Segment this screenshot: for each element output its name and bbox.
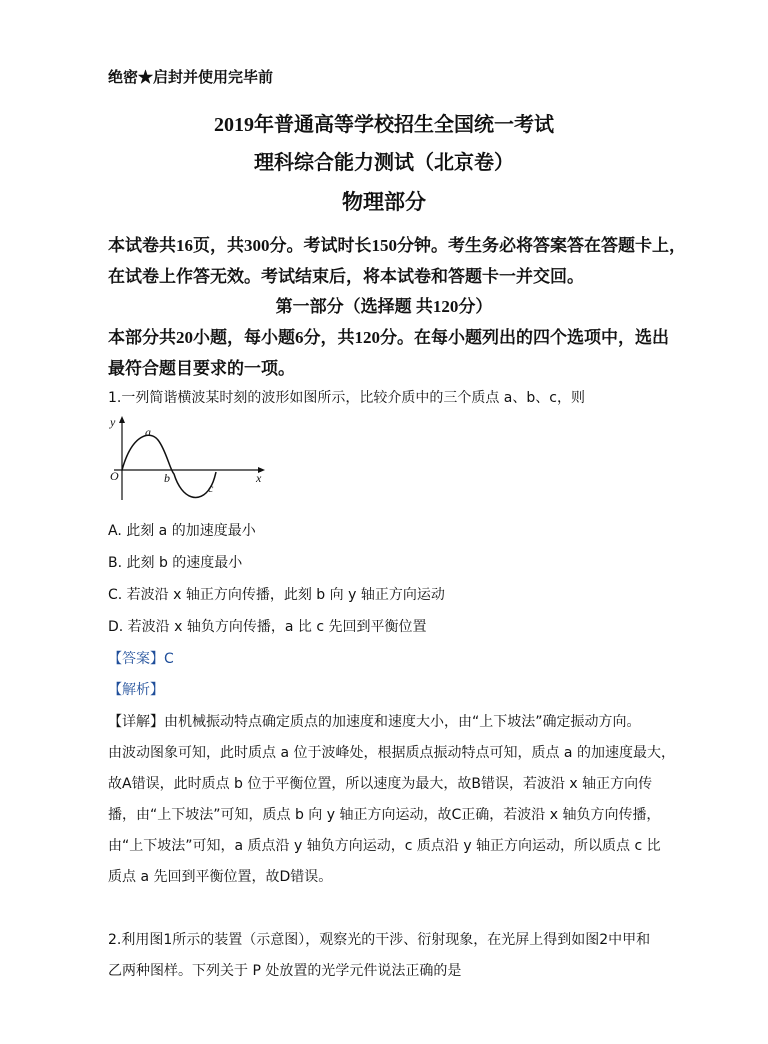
option-b: B. 此刻 b 的速度最小 (108, 555, 243, 571)
option-d: D. 若波沿 x 轴负方向传播，a 比 c 先回到平衡位置 (108, 619, 427, 635)
confidential-notice: 绝密★启封并使用完毕前 (108, 70, 274, 86)
wave-figure (108, 414, 268, 504)
intro-line-4: 最符合题目要求的一项。 (108, 359, 295, 378)
intro-line-1: 本试卷共16页，共300分。考试时长150分钟。考生务必将答案答在答题卡上， (108, 236, 686, 255)
y-axis-label: y (110, 415, 116, 429)
question-2-line-1: 2.利用图1所示的装置（示意图），观察光的干涉、衍射现象，在光屏上得到如图2中甲和 (108, 932, 651, 948)
detail-line-3: 故A错误，此时质点 b 位于平衡位置，所以速度为最大，故B错误，若波沿 x 轴正方向传 (108, 776, 653, 792)
intro-line-2: 在试卷上作答无效。考试结束后，将本试卷和答题卡一并交回。 (108, 267, 584, 286)
exam-title: 2019年普通高等学校招生全国统一考试 (214, 114, 554, 136)
option-a: A. 此刻 a 的加速度最小 (108, 523, 256, 539)
exam-subtitle: 理科综合能力测试（北京卷） (254, 152, 514, 174)
section-title: 物理部分 (342, 190, 426, 214)
analysis-tag: 【解析】 (108, 682, 164, 698)
intro-line-3: 本部分共20小题，每小题6分，共120分。在每小题列出的四个选项中，选出 (108, 328, 669, 347)
y-axis-arrow (119, 416, 125, 423)
part-one-heading: 第一部分（选择题 共120分） (275, 297, 493, 316)
point-c-label: c (208, 481, 214, 495)
answer-tag: 【答案】C (108, 651, 174, 667)
question-2-line-2: 乙两种图样。下列关于 P 处放置的光学元件说法正确的是 (108, 963, 462, 979)
point-a-label: a (145, 425, 151, 439)
detail-line-4: 播，由“上下坡法”可知，质点 b 向 y 轴正方向运动，故C正确，若波沿 x 轴负方向传播， (108, 807, 661, 823)
detail-line-6: 质点 a 先回到平衡位置，故D错误。 (108, 869, 333, 885)
wave-curve (122, 435, 216, 497)
x-axis-label: x (256, 471, 262, 485)
origin-label: O (110, 469, 119, 483)
question-1-stem: 1.一列简谐横波某时刻的波形如图所示，比较介质中的三个质点 a、b、c，则 (108, 390, 585, 406)
detail-line-1: 【详解】由机械振动特点确定质点的加速度和速度大小，由“上下坡法”确定振动方向。 (108, 714, 641, 730)
detail-line-2: 由波动图象可知，此时质点 a 位于波峰处，根据质点振动特点可知，质点 a 的加速度最大， (108, 745, 675, 761)
detail-line-5: 由“上下坡法”可知，a 质点沿 y 轴负方向运动，c 质点沿 y 轴正方向运动，所以质点 c 比 (108, 838, 661, 854)
point-b-label: b (164, 471, 170, 485)
option-c: C. 若波沿 x 轴正方向传播，此刻 b 向 y 轴正方向运动 (108, 587, 445, 603)
